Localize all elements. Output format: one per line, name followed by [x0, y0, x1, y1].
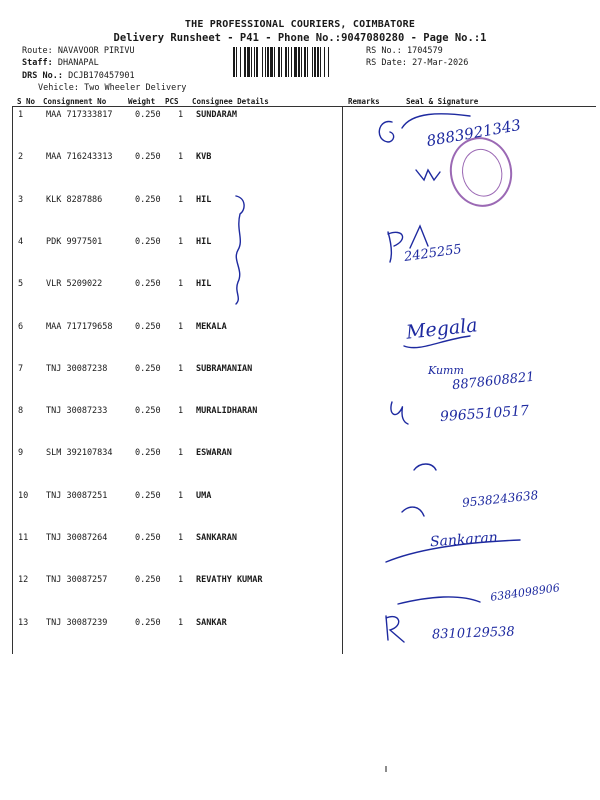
row-weight: 0.250 [135, 279, 161, 290]
vehicle-value: Two Wheeler Delivery [84, 83, 187, 93]
rs-date-label: RS Date: [366, 58, 407, 68]
col-consignee: Consignee Details [192, 97, 269, 106]
row-sno: 3 [18, 194, 24, 205]
row-consignee: REVATHY KUMAR [196, 575, 263, 586]
row-weight: 0.250 [135, 406, 161, 417]
row-pcs: 1 [178, 152, 184, 163]
col-weight: Weight [128, 97, 156, 106]
row-weight: 0.250 [135, 194, 161, 205]
row-consignment-no: KLK 8287886 [46, 194, 103, 205]
row-sno: 1 [18, 110, 24, 120]
handwritten-phone-7: 8878608821 [451, 369, 536, 394]
row-weight: 0.250 [135, 321, 161, 332]
row-consignment-no: TNJ 30087233 [46, 406, 108, 417]
company-title: THE PROFESSIONAL COURIERS, COIMBATORE [184, 19, 416, 30]
col-remarks: Remarks [348, 97, 380, 106]
handwritten-phone-10: 9538243638 [461, 488, 539, 510]
handwritten-phone-1: 8883921343 [425, 115, 523, 151]
row-weight: 0.250 [135, 448, 161, 459]
row-weight: 0.250 [135, 110, 161, 120]
handwritten-phone-13: 8310129538 [431, 624, 515, 643]
row-sno: 6 [18, 321, 24, 332]
row-consignee: MEKALA [196, 321, 227, 332]
row-consignment-no: TNJ 30087238 [46, 363, 108, 374]
col-seal: Seal & Signature [406, 97, 479, 106]
handwritten-phone-12: 6384098906 [489, 581, 561, 604]
row-consignee: MURALIDHARAN [196, 406, 258, 417]
row-consignment-no: MAA 717179658 [46, 321, 113, 332]
row-consignment-no: MAA 717333817 [46, 110, 113, 120]
row-sno: 10 [18, 490, 29, 501]
handwritten-name-megala: Megala [405, 314, 479, 344]
row-consignee: HIL [196, 194, 212, 205]
row-sno: 4 [18, 236, 24, 247]
row-pcs: 1 [178, 279, 184, 290]
handwritten-name-kumm: Kumm [428, 364, 464, 377]
row-consignee: ESWARAN [196, 448, 232, 459]
row-consignment-no: VLR 5209022 [46, 279, 103, 290]
row-consignment-no: TNJ 30087251 [46, 490, 108, 501]
rs-no-label: RS No.: [366, 46, 402, 56]
row-pcs: 1 [178, 110, 184, 120]
drs-label: DRS No.: [22, 71, 63, 81]
row-weight: 0.250 [135, 152, 161, 163]
handwritten-phone-8: 9965510517 [439, 402, 530, 426]
rs-date-value: 27-Mar-2026 [412, 58, 469, 68]
row-sno: 7 [18, 363, 24, 374]
row-consignment-no: MAA 716243313 [46, 152, 113, 163]
row-pcs: 1 [178, 490, 184, 501]
row-sno: 2 [18, 152, 24, 163]
staff-value: DHANAPAL [57, 58, 99, 68]
col-sno: S No [17, 97, 36, 106]
handwritten-name-sankaran: Sankaran [429, 529, 499, 551]
row-pcs: 1 [178, 194, 184, 205]
row-pcs: 1 [178, 406, 184, 417]
row-consignment-no: TNJ 30087239 [46, 617, 108, 628]
route-label: Route: [22, 46, 53, 56]
row-weight: 0.250 [135, 490, 161, 501]
runsheet-title: Delivery Runsheet - P41 - Phone No.:9047080280 - Page No.:1 [113, 32, 487, 44]
row-pcs: 1 [178, 363, 184, 374]
row-pcs: 1 [178, 533, 184, 543]
rs-no-value: 1704579 [406, 46, 443, 56]
stamp-inner-ring [458, 145, 507, 200]
row-sno: 9 [18, 448, 24, 459]
row-consignee: SUBRAMANIAN [196, 363, 253, 374]
row-consignee: UMA [196, 490, 212, 501]
col-consignment: Consignment No [43, 97, 107, 106]
row-consignee: HIL [196, 236, 212, 247]
row-sno: 5 [18, 279, 24, 290]
route-value: NAVAVOOR PIRIVU [57, 46, 135, 56]
row-sno: 12 [18, 575, 29, 586]
handwritten-number-2: 2425255 [403, 242, 463, 265]
row-consignee: SANKAR [196, 617, 227, 628]
row-consignment-no: TNJ 30087264 [46, 533, 108, 543]
vehicle-label: Vehicle: [38, 83, 79, 93]
row-weight: 0.250 [135, 617, 161, 628]
row-pcs: 1 [178, 617, 184, 628]
row-pcs: 1 [178, 575, 184, 586]
row-consignee: SANKARAN [196, 533, 237, 543]
row-consignee: SUNDARAM [196, 110, 237, 120]
row-consignment-no: PDK 9977501 [46, 236, 103, 247]
row-weight: 0.250 [135, 236, 161, 247]
row-consignment-no: SLM 392107834 [46, 448, 113, 459]
staff-label: Staff: [22, 58, 53, 68]
row-consignee: KVB [196, 152, 212, 163]
row-consignee: HIL [196, 279, 212, 290]
row-sno: 8 [18, 406, 24, 417]
row-weight: 0.250 [135, 533, 161, 543]
row-weight: 0.250 [135, 363, 161, 374]
row-pcs: 1 [178, 321, 184, 332]
row-pcs: 1 [178, 236, 184, 247]
col-pcs: PCS [165, 97, 179, 106]
row-sno: 13 [18, 617, 29, 628]
row-sno: 11 [18, 533, 29, 543]
row-weight: 0.250 [135, 575, 161, 586]
row-pcs: 1 [178, 448, 184, 459]
drs-value: DCJB170457901 [68, 71, 135, 81]
row-consignment-no: TNJ 30087257 [46, 575, 108, 586]
